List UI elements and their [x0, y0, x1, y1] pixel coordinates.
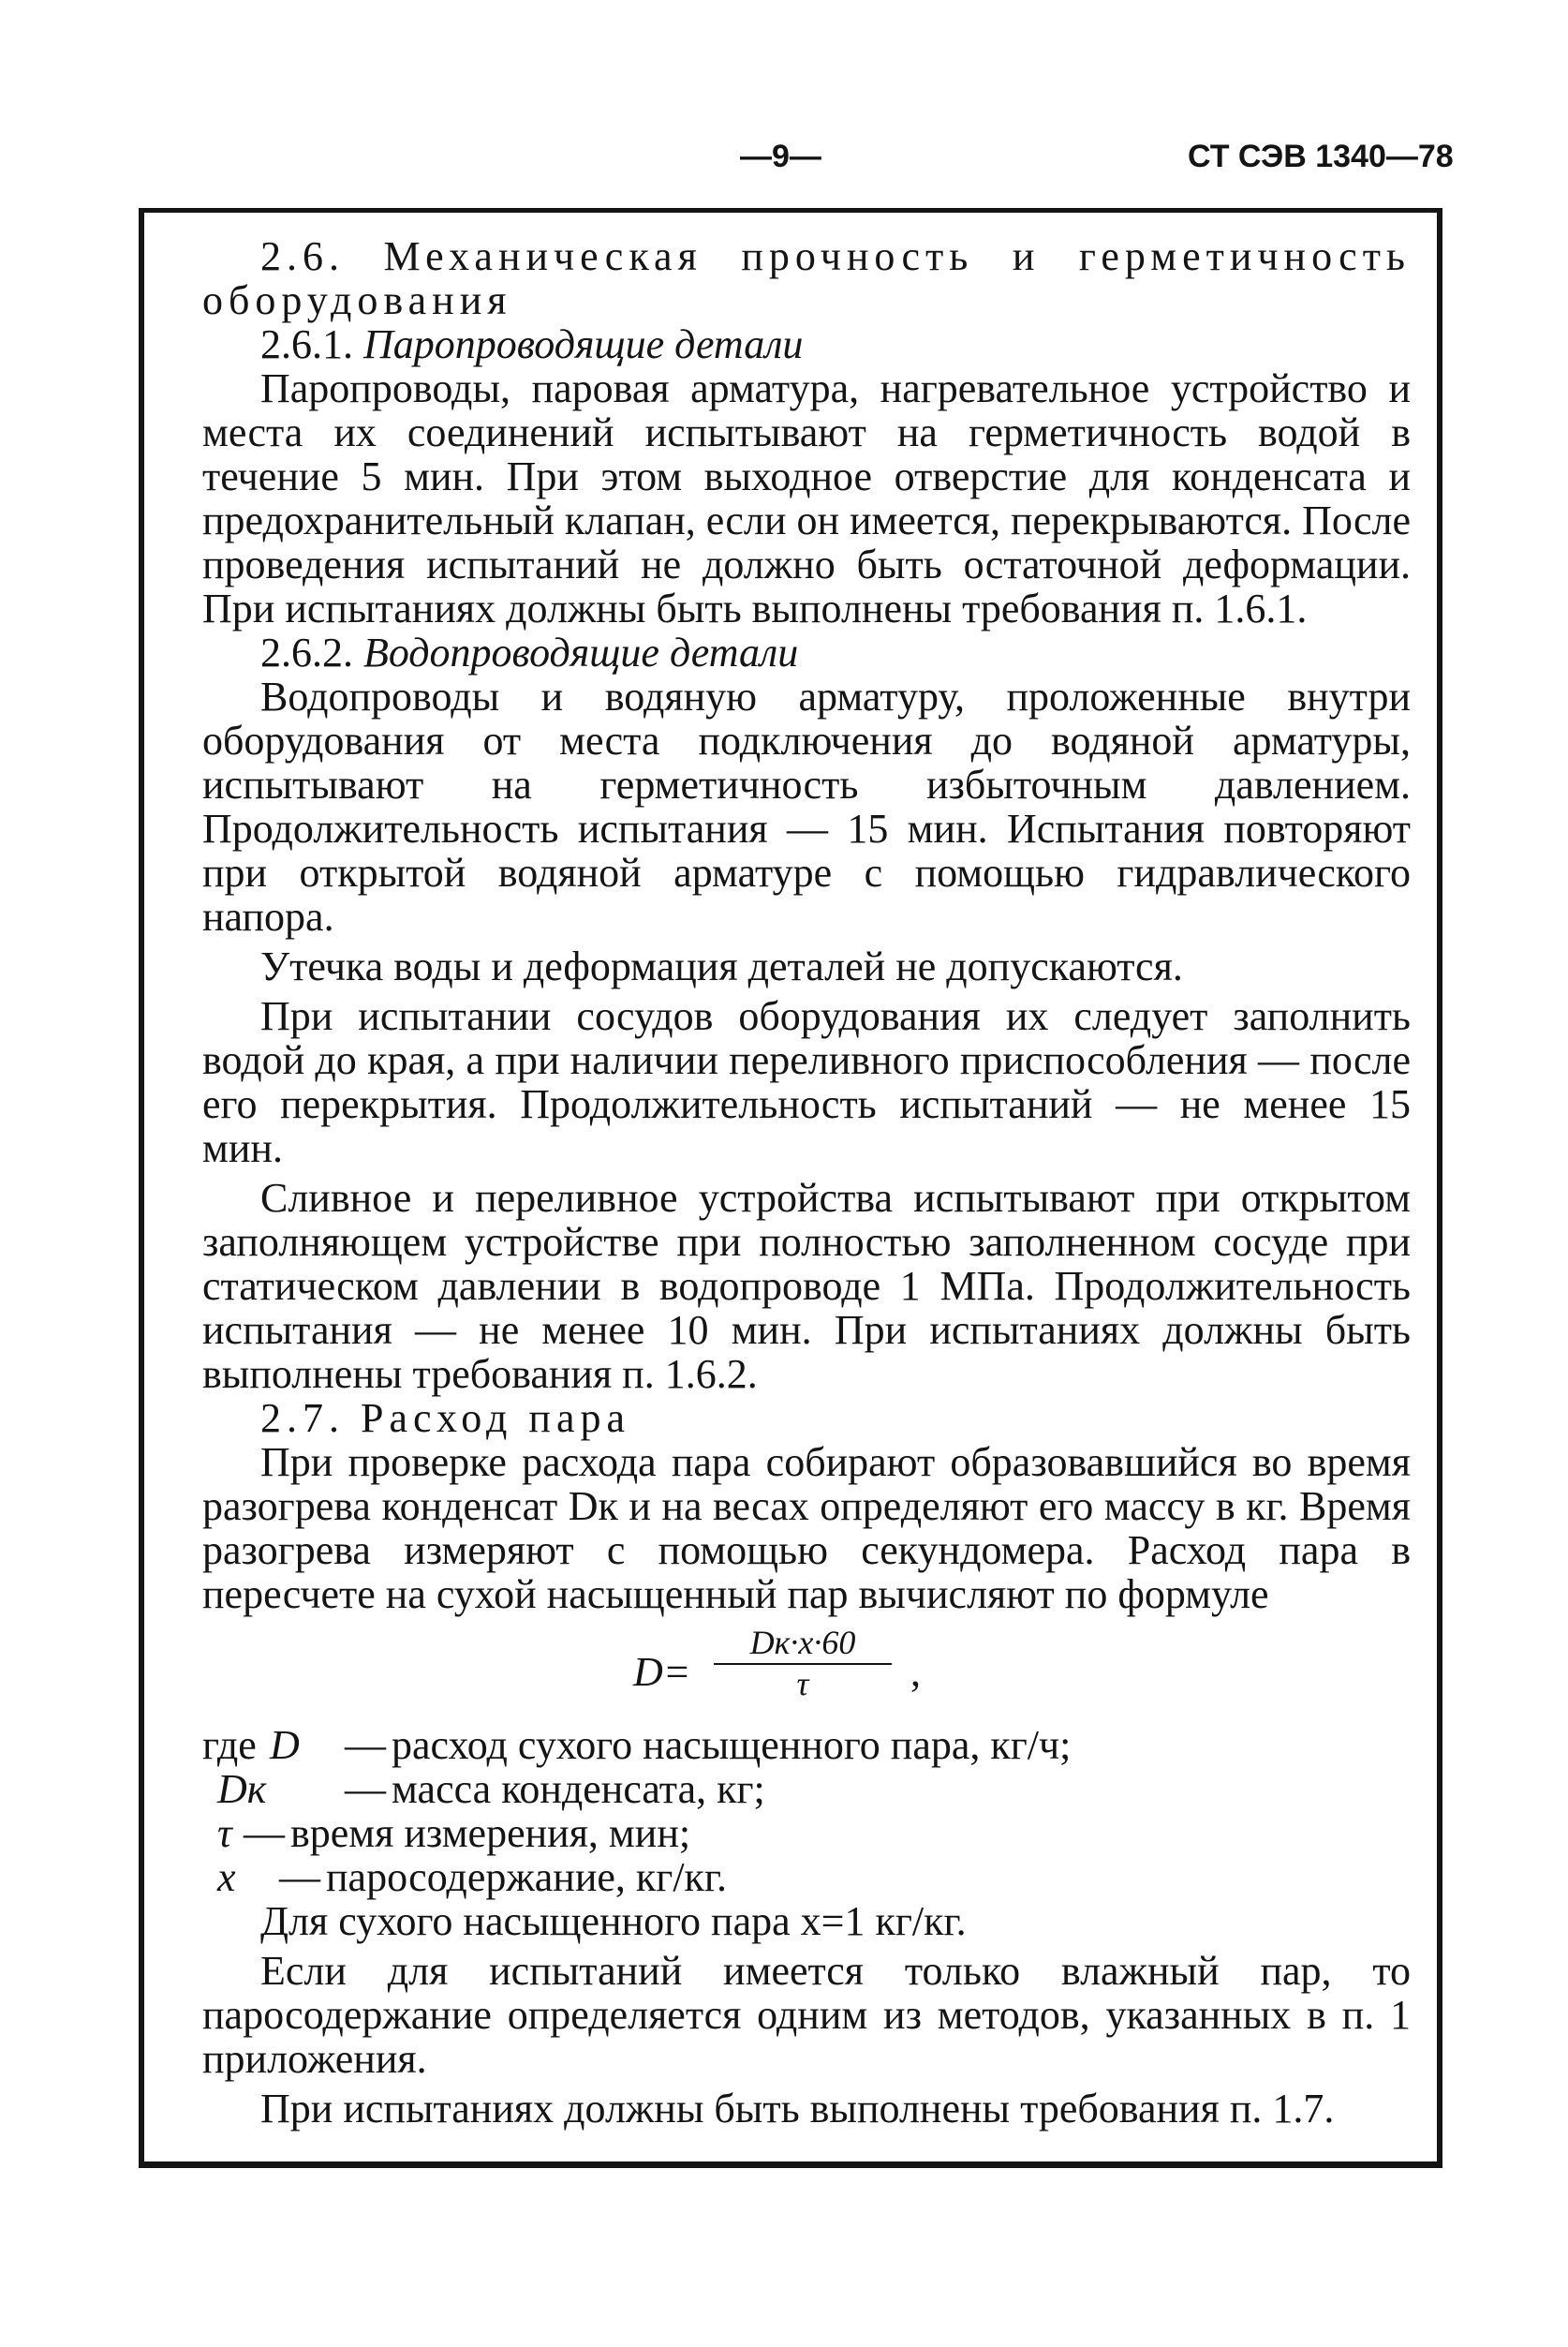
page-number: —9—: [740, 139, 821, 174]
definition-row: [202, 1723, 1411, 1767]
formula-lhs: D=: [633, 1649, 691, 1695]
section-2-6-heading: 2.6. Механическая прочность и герметичность оборудования: [202, 233, 1411, 323]
document-body: [202, 234, 1411, 2131]
standard-code: СТ СЭВ 1340—78: [1188, 139, 1454, 174]
formula-fraction: [714, 1624, 892, 1702]
section-2-6-2-paragraph-1: Водопроводы и водяную арматуру, проложенные внутри оборудования от места подключения до водяной арматуры, испытывают на герметичность избыточным давлением. Продолжительность испытания — 15 мин. Испытания повторяют при открытой водяной арматуре с помощью гидравлического напора.: [202, 674, 1411, 940]
definition-text: расход сухого насыщенного пара, кг/ч;: [392, 1722, 1072, 1768]
definition-dash: —: [345, 1722, 386, 1768]
section-2-6-1-paragraph: Паропроводы, паровая арматура, нагревательное устройство и места их соединений испытывают на герметичность водой в течение 5 мин. При этом выходное отверстие для конденсата и предохранительный клапан, если он имеется, перекрываются. После проведения испытаний не должно быть остаточной деформации. При испытаниях должны быть выполнены требования п. 1.6.1.: [202, 365, 1411, 631]
definition-row: [202, 1767, 1411, 1811]
section-2-7-paragraph-3: Если для испытаний имеется только влажный пар, то паросодержание определяется одним из методов, указанных в п. 1 приложения.: [202, 1948, 1411, 2082]
definition-row: [202, 1811, 1411, 1855]
formula-definitions: [202, 1723, 1411, 1899]
definition-dash: —: [345, 1766, 386, 1812]
section-2-6-1-title: Паропроводящие детали: [363, 321, 804, 367]
definition-symbol: D: [270, 1722, 300, 1768]
section-2-7-paragraph-2: Для сухого насыщенного пара x=1 кг/кг.: [260, 1898, 967, 1944]
definition-symbol: τ: [217, 1810, 232, 1856]
section-2-7-paragraph-4: При испытаниях должны быть выполнены требования п. 1.7.: [260, 2086, 1335, 2132]
section-2-7-heading: 2.7. Расход пара: [260, 1395, 630, 1441]
definition-row: [202, 1855, 1411, 1899]
section-2-6-1-number: 2.6.1.: [260, 321, 353, 367]
definition-symbol: x: [217, 1854, 236, 1900]
formula-denominator: τ: [796, 1665, 809, 1702]
definition-dash: —: [279, 1854, 320, 1900]
formula-numerator: Dк·x·60: [714, 1624, 892, 1665]
section-2-7-paragraph-1: При проверке расхода пара собирают образовавшийся во время разогрева конденсат Dк и на весах определяют его массу в кг. Время разогрева измеряют с помощью секундомера. Расход пара в пересчете на сухой насыщенный пар вычисляют по формуле: [202, 1439, 1411, 1617]
section-2-6-2-title: Водопроводящие детали: [363, 630, 799, 676]
section-2-6-2-number: 2.6.2.: [260, 630, 353, 676]
definition-text: время измерения, мин;: [290, 1810, 691, 1856]
section-2-6-2-heading: [202, 631, 1411, 675]
definition-text: паросодержание, кг/кг.: [326, 1854, 728, 1900]
definitions-intro: где: [202, 1722, 257, 1768]
definition-text: масса конденсата, кг;: [392, 1766, 765, 1812]
section-2-6-1-heading: [202, 322, 1411, 366]
section-2-6-2-paragraph-4: Сливное и переливное устройства испытывают при открытом заполняющем устройстве при полностью заполненном сосуде при статическом давлении в водопроводе 1 МПа. Продолжительность испытания — не менее 10 мин. При испытаниях должны быть выполнены требования п. 1.6.2.: [202, 1175, 1411, 1397]
section-2-6-2-paragraph-3: При испытании сосудов оборудования их следует заполнить водой до края, а при наличии переливного приспособления — после его перекрытия. Продолжительность испытаний — не менее 15 мин.: [202, 993, 1411, 1171]
definition-symbol: Dк: [217, 1766, 267, 1812]
section-2-6-2-paragraph-2: Утечка воды и деформация деталей не допускаются.: [260, 943, 1183, 989]
formula-comma: ,: [910, 1649, 921, 1695]
definition-dash: —: [244, 1810, 285, 1856]
steam-consumption-formula: [202, 1624, 1411, 1717]
